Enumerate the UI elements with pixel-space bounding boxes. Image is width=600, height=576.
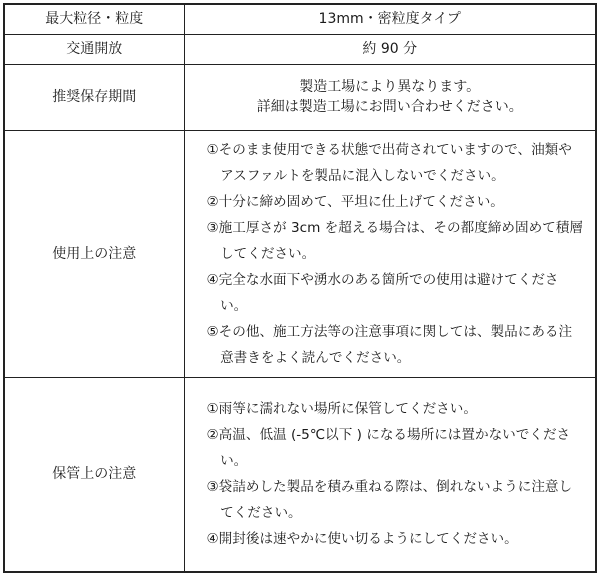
list-item: ⑤その他、施工方法等の注意事項に関しては、製品にある注意書きをよく読んでください。 bbox=[206, 323, 573, 366]
row-label: 保管上の注意 bbox=[4, 377, 184, 572]
value-line: 詳細は製造工場にお問い合わせください。 bbox=[256, 99, 523, 116]
list-item: ②十分に締め固めて、平坦に仕上げてください。 bbox=[206, 193, 504, 210]
list-item: ④完全な水面下や湧水のある箇所での使用は避けてください。 bbox=[206, 271, 559, 314]
value-line: 約 90 分 bbox=[362, 41, 418, 58]
table-row-traffic-opening bbox=[4, 34, 596, 64]
product-spec-table bbox=[3, 3, 597, 573]
row-label: 推奨保存期間 bbox=[4, 64, 184, 130]
usage-notes-list bbox=[184, 130, 596, 377]
value-line: 製造工場により異なります。 bbox=[299, 79, 481, 96]
table-row-storage-period bbox=[4, 64, 596, 130]
row-value bbox=[184, 64, 596, 130]
list-item: ①雨等に濡れない場所に保管してください。 bbox=[206, 401, 477, 418]
table-row-max-grain-size bbox=[4, 4, 596, 34]
table-row-storage-notes bbox=[4, 377, 596, 572]
list-item: ②高温、低温 (-5℃以下 ) になる場所には置かないでください。 bbox=[206, 427, 571, 470]
list-item: ③袋詰めした製品を積み重ねる際は、倒れないように注意してください。 bbox=[206, 479, 573, 522]
list-item: ④開封後は速やかに使い切るようにしてください。 bbox=[206, 531, 518, 548]
row-value bbox=[184, 4, 596, 34]
row-value bbox=[184, 34, 596, 64]
table-row-usage-notes bbox=[4, 130, 596, 377]
list-item: ③施工厚さが 3cm を超える場合は、その都度締め固めて積層してください。 bbox=[206, 219, 583, 262]
list-item: ①そのまま使用できる状態で出荷されていますので、油類やアスファルトを製品に混入しないでください。 bbox=[206, 141, 572, 184]
value-line: 13mm・密粒度タイプ bbox=[318, 11, 461, 28]
row-label: 最大粒径・粒度 bbox=[4, 4, 184, 34]
row-label: 使用上の注意 bbox=[4, 130, 184, 377]
row-label: 交通開放 bbox=[4, 34, 184, 64]
storage-notes-list bbox=[184, 377, 596, 572]
